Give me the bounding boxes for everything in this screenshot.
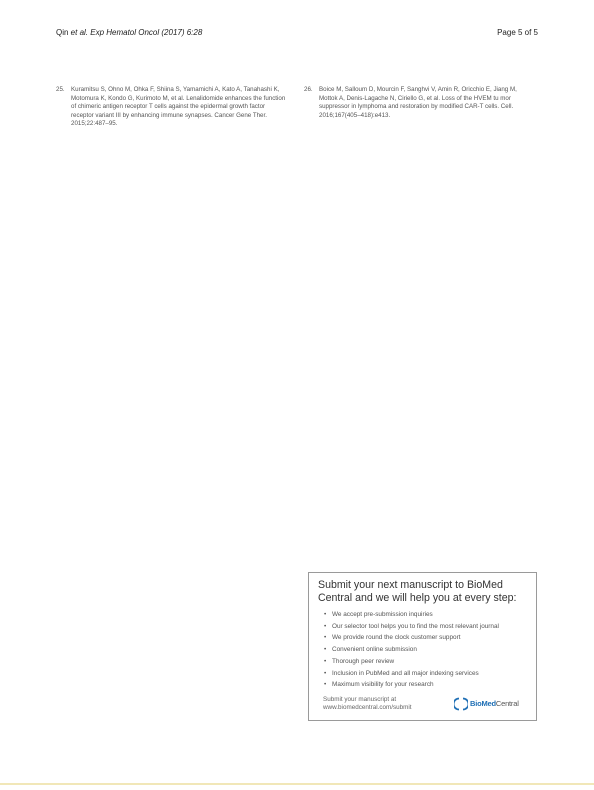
- submission-link-text[interactable]: [323, 696, 412, 712]
- advert-feature-item: [324, 668, 499, 680]
- biomed-central-logo-text: BioMedCentral: [470, 699, 519, 708]
- advert-feature-text: We accept pre-submission inquiries: [332, 611, 433, 618]
- biomed-central-logo: [454, 697, 530, 711]
- reference-number: 25.: [56, 86, 65, 93]
- biomed-central-logo-icon: [454, 697, 468, 711]
- advert-feature-text: Inclusion in PubMed and all major indexing services: [332, 669, 479, 677]
- reference-text: Kuramitsu S, Ohno M, Ohka F, Shiina S, Yamamichi A, Kato A, Tanahashi K, Motomura K, Kondo G, Kurimoto M, et al. Lenalidomide enhances the function of chimeric antigen receptor T cells against the epidermal growth factor receptor variant III by enhancing immune synapses. Cancer Gene Ther. 2015;22:487–95.: [71, 86, 286, 128]
- reference-text: Boice M, Salloum D, Mourcin F, Sanghvi V, Amin R, Oricchio E, Jiang M, Mottok A, Denis-Lagache N, Ciriello G, et al. Loss of the HVEM tu mor suppressor in lymphoma and restoration by modified CAR-T cells. Cell. 2016;167(405–418):e413.: [319, 86, 517, 119]
- advert-feature-item: [324, 632, 499, 644]
- header-journal: et al. Exp Hematol Oncol: [70, 28, 160, 37]
- bullet-icon: •: [324, 681, 327, 689]
- bullet-icon: •: [324, 634, 327, 642]
- page-number: Page 5 of 5: [497, 28, 538, 37]
- bullet-icon: •: [324, 657, 327, 665]
- advert-feature-item: [324, 621, 499, 633]
- submission-link-label: Submit your manuscript at: [323, 696, 397, 703]
- submission-url[interactable]: www.biomedcentral.com/submit: [323, 703, 412, 711]
- bullet-icon: •: [324, 669, 327, 677]
- submission-advert-box: [308, 572, 537, 721]
- advert-feature-text: Thorough peer review: [332, 657, 395, 665]
- bullet-icon: •: [324, 622, 327, 630]
- advert-feature-item: [324, 609, 499, 621]
- bullet-icon: •: [324, 611, 327, 618]
- advert-feature-text: Maximum visibility for your research: [332, 681, 434, 689]
- advert-feature-item: [324, 679, 499, 691]
- header-author: Qin: [56, 28, 71, 37]
- header-year-volume: (2017) 6:28: [159, 28, 203, 37]
- advert-feature-item: [324, 656, 499, 668]
- page-bottom-rule: [0, 783, 594, 785]
- advert-feature-list: [324, 609, 499, 691]
- advert-title: Submit your next manuscript to BioMed Central and we will help you at every step:: [318, 579, 517, 604]
- reference-number: 26.: [304, 86, 313, 93]
- bullet-icon: •: [324, 646, 327, 654]
- advert-feature-text: Our selector tool helps you to find the most relevant journal: [332, 622, 499, 630]
- advert-feature-text: We provide round the clock customer support: [332, 634, 461, 642]
- running-header: [56, 28, 538, 42]
- advert-feature-item: [324, 644, 499, 656]
- advert-feature-text: Convenient online submission: [332, 646, 417, 654]
- running-header-citation: [56, 28, 202, 37]
